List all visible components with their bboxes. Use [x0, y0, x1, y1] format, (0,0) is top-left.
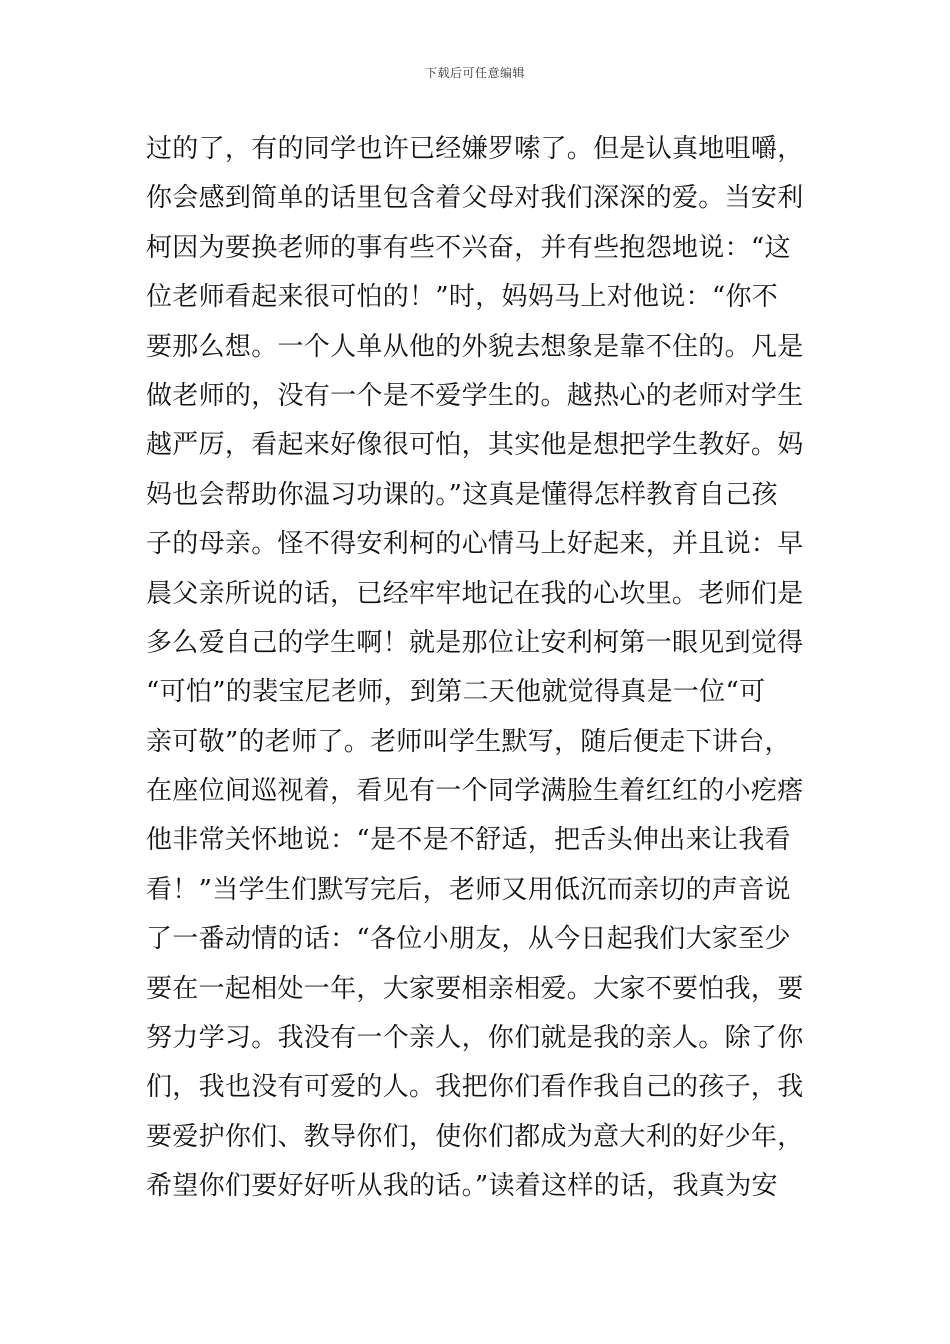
text-line: 看！”当学生们默写完后，老师又用低沉而亲切的声音说 — [146, 874, 791, 905]
text-line: 要爱护你们、教导你们，使你们都成为意大利的好少年， — [146, 1121, 804, 1152]
text-line: 了一番动情的话：“各位小朋友，从今日起我们大家至少 — [146, 924, 791, 955]
page-header: 下载后可任意编辑 — [424, 66, 525, 80]
text-line: 子的母亲。怪不得安利柯的心情马上好起来，并且说：早 — [146, 529, 804, 560]
text-line: 要在一起相处一年，大家要相亲相爱。大家不要怕我，要 — [146, 973, 804, 1004]
text-line: 亲可敬”的老师了。老师叫学生默写，随后便走下讲台， — [146, 726, 791, 757]
body-text — [146, 125, 826, 1212]
text-line: 要那么想。一个人单从他的外貌去想象是靠不住的。凡是 — [146, 331, 804, 362]
text-line: 妈也会帮助你温习功课的。”这真是懂得怎样教育自己孩 — [146, 479, 778, 510]
text-line: 在座位间巡视着，看见有一个同学满脸生着红红的小疙瘩 — [146, 776, 804, 807]
text-line: 做老师的，没有一个是不爱学生的。越热心的老师对学生 — [146, 380, 804, 411]
text-line: 努力学习。我没有一个亲人，你们就是我的亲人。除了你 — [146, 1023, 804, 1054]
text-line: 他非常关怀地说：“是不是不舒适，把舌头伸出来让我看 — [146, 825, 791, 856]
text-line: 们，我也没有可爱的人。我把你们看作我自己的孩子，我 — [146, 1072, 804, 1103]
text-line: 越严厉，看起来好像很可怕，其实他是想把学生教好。妈 — [146, 430, 804, 461]
text-line: 你会感到简单的话里包含着父母对我们深深的爱。当安利 — [146, 183, 804, 214]
text-line: 柯因为要换老师的事有些不兴奋，并有些抱怨地说：“这 — [146, 232, 791, 263]
text-line: 希望你们要好好听从我的话。”读着这样的话，我真为安 — [146, 1171, 778, 1202]
text-line: “可怕”的裴宝尼老师，到第二天他就觉得真是一位“可 — [146, 677, 766, 708]
text-line: 位老师看起来很可怕的！”时，妈妈马上对他说：“你不 — [146, 282, 779, 313]
text-line: 多么爱自己的学生啊！就是那位让安利柯第一眼见到觉得 — [146, 627, 804, 658]
text-line: 过的了，有的同学也许已经嫌罗嗦了。但是认真地咀嚼， — [146, 134, 804, 164]
text-line: 晨父亲所说的话，已经牢牢地记在我的心坎里。老师们是 — [146, 578, 804, 609]
